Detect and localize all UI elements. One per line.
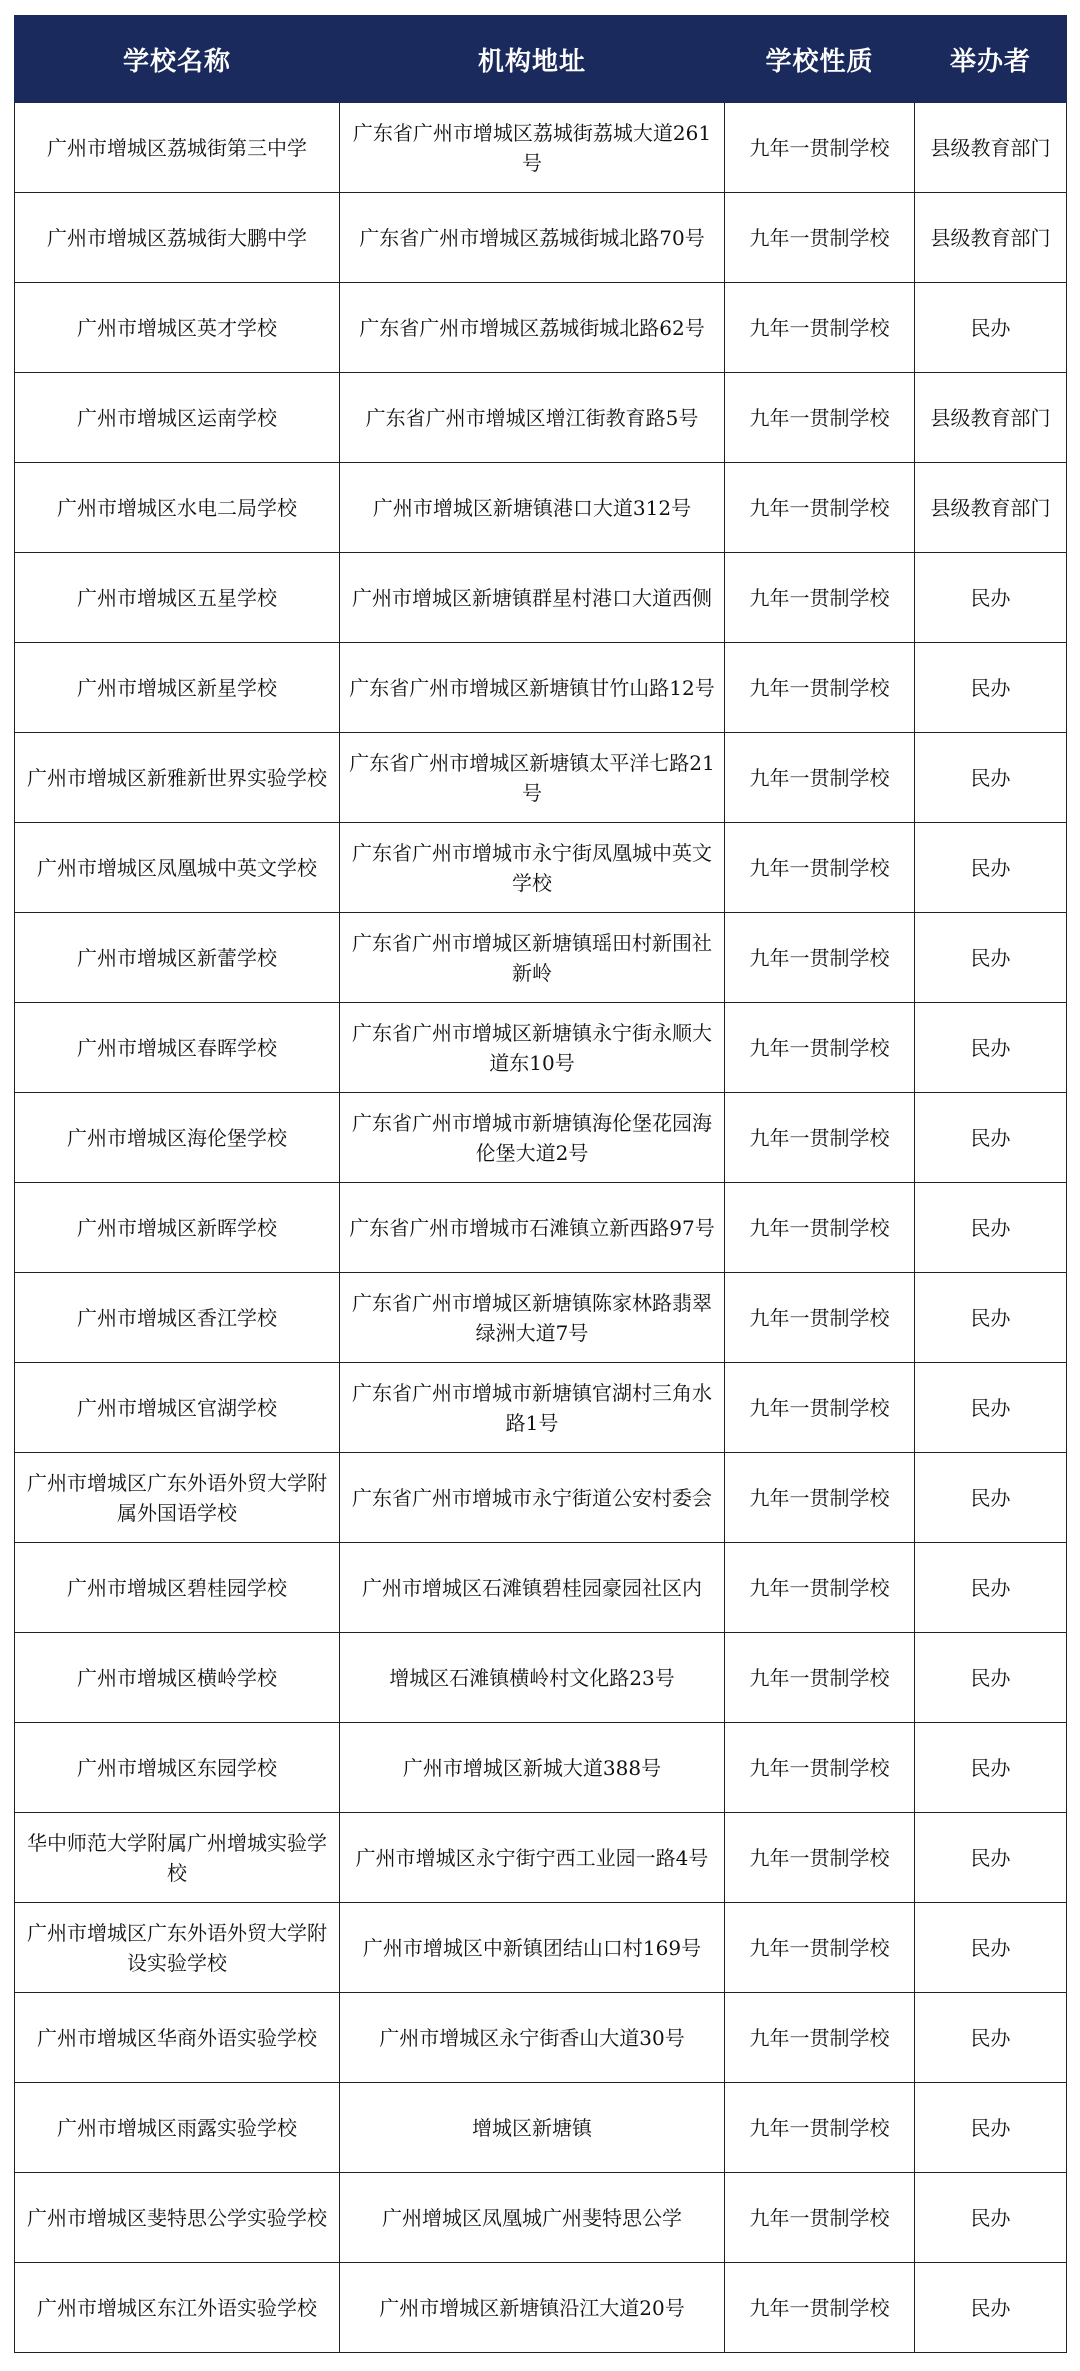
cell-school-name: 广州市增城区五星学校 [15, 553, 340, 643]
table-row [15, 643, 1067, 733]
cell-address: 广东省广州市增城区新塘镇甘竹山路12号 [340, 643, 725, 733]
cell-address: 广州市增城区新塘镇沿江大道20号 [340, 2263, 725, 2353]
cell-sponsor: 县级教育部门 [915, 463, 1067, 553]
cell-school-name: 广州市增城区广东外语外贸大学附属外国语学校 [15, 1453, 340, 1543]
cell-school-name: 广州市增城区新星学校 [15, 643, 340, 733]
cell-school-name: 广州市增城区官湖学校 [15, 1363, 340, 1453]
table-row [15, 1543, 1067, 1633]
cell-sponsor: 民办 [915, 1363, 1067, 1453]
cell-sponsor: 县级教育部门 [915, 373, 1067, 463]
cell-school-name: 广州市增城区海伦堡学校 [15, 1093, 340, 1183]
cell-sponsor: 民办 [915, 1453, 1067, 1543]
cell-school-name: 广州市增城区雨露实验学校 [15, 2083, 340, 2173]
cell-school-name: 广州市增城区英才学校 [15, 283, 340, 373]
table-row [15, 553, 1067, 643]
table-row [15, 1723, 1067, 1813]
cell-school-type: 九年一贯制学校 [725, 2263, 915, 2353]
table-row [15, 1183, 1067, 1273]
cell-address: 广州市增城区永宁街宁西工业园一路4号 [340, 1813, 725, 1903]
cell-address: 广东省广州市增城市永宁街道公安村委会 [340, 1453, 725, 1543]
header-school-name: 学校名称 [15, 16, 340, 103]
cell-school-name: 广州市增城区新蕾学校 [15, 913, 340, 1003]
table-row [15, 1633, 1067, 1723]
cell-school-name: 广州市增城区东江外语实验学校 [15, 2263, 340, 2353]
table-row [15, 823, 1067, 913]
cell-school-type: 九年一贯制学校 [725, 733, 915, 823]
table-row [15, 1453, 1067, 1543]
table-header [15, 16, 1067, 103]
cell-school-type: 九年一贯制学校 [725, 1993, 915, 2083]
cell-school-type: 九年一贯制学校 [725, 1183, 915, 1273]
cell-address: 广东省广州市增城市永宁街凤凰城中英文学校 [340, 823, 725, 913]
cell-school-type: 九年一贯制学校 [725, 1003, 915, 1093]
cell-school-type: 九年一贯制学校 [725, 913, 915, 1003]
cell-address: 广州市增城区中新镇团结山口村169号 [340, 1903, 725, 1993]
table-row [15, 373, 1067, 463]
cell-address: 广东省广州市增城市新塘镇官湖村三角水路1号 [340, 1363, 725, 1453]
cell-sponsor: 民办 [915, 733, 1067, 823]
school-table [14, 15, 1067, 2353]
cell-school-name: 广州市增城区凤凰城中英文学校 [15, 823, 340, 913]
cell-address: 广州市增城区永宁街香山大道30号 [340, 1993, 725, 2083]
cell-school-name: 广州市增城区华商外语实验学校 [15, 1993, 340, 2083]
school-table-container [14, 15, 1066, 2353]
cell-address: 广东省广州市增城区新塘镇陈家林路翡翠绿洲大道7号 [340, 1273, 725, 1363]
cell-address: 广东省广州市增城区荔城街荔城大道261号 [340, 103, 725, 193]
table-row [15, 193, 1067, 283]
cell-sponsor: 民办 [915, 283, 1067, 373]
table-body [15, 103, 1067, 2353]
cell-school-type: 九年一贯制学校 [725, 2173, 915, 2263]
cell-sponsor: 民办 [915, 1723, 1067, 1813]
cell-address: 广州市增城区石滩镇碧桂园豪园社区内 [340, 1543, 725, 1633]
cell-sponsor: 民办 [915, 2173, 1067, 2263]
header-school-type: 学校性质 [725, 16, 915, 103]
cell-sponsor: 民办 [915, 1273, 1067, 1363]
cell-school-name: 广州市增城区斐特思公学实验学校 [15, 2173, 340, 2263]
cell-sponsor: 民办 [915, 1993, 1067, 2083]
cell-address: 广东省广州市增城区荔城街城北路62号 [340, 283, 725, 373]
cell-school-type: 九年一贯制学校 [725, 1363, 915, 1453]
table-row [15, 1363, 1067, 1453]
cell-school-name: 广州市增城区东园学校 [15, 1723, 340, 1813]
cell-school-name: 广州市增城区新雅新世界实验学校 [15, 733, 340, 823]
cell-school-type: 九年一贯制学校 [725, 1633, 915, 1723]
table-row [15, 913, 1067, 1003]
cell-address: 广东省广州市增城市石滩镇立新西路97号 [340, 1183, 725, 1273]
cell-address: 广东省广州市增城区新塘镇永宁街永顺大道东10号 [340, 1003, 725, 1093]
cell-school-type: 九年一贯制学校 [725, 823, 915, 913]
cell-school-name: 广州市增城区横岭学校 [15, 1633, 340, 1723]
cell-address: 广州市增城区新塘镇群星村港口大道西侧 [340, 553, 725, 643]
cell-school-name: 广州市增城区运南学校 [15, 373, 340, 463]
cell-address: 广州市增城区新城大道388号 [340, 1723, 725, 1813]
header-address: 机构地址 [340, 16, 725, 103]
cell-school-name: 广州市增城区广东外语外贸大学附设实验学校 [15, 1903, 340, 1993]
cell-school-type: 九年一贯制学校 [725, 283, 915, 373]
table-row [15, 1813, 1067, 1903]
cell-sponsor: 民办 [915, 1813, 1067, 1903]
cell-sponsor: 民办 [915, 1543, 1067, 1633]
cell-sponsor: 民办 [915, 1903, 1067, 1993]
cell-address: 广州增城区凤凰城广州斐特思公学 [340, 2173, 725, 2263]
cell-address: 广东省广州市增城区新塘镇瑶田村新围社新岭 [340, 913, 725, 1003]
table-row [15, 1273, 1067, 1363]
table-row [15, 103, 1067, 193]
cell-school-type: 九年一贯制学校 [725, 103, 915, 193]
cell-sponsor: 民办 [915, 1633, 1067, 1723]
cell-sponsor: 民办 [915, 2083, 1067, 2173]
cell-school-type: 九年一贯制学校 [725, 1543, 915, 1633]
cell-school-type: 九年一贯制学校 [725, 373, 915, 463]
cell-sponsor: 民办 [915, 913, 1067, 1003]
cell-school-type: 九年一贯制学校 [725, 643, 915, 733]
table-row [15, 2083, 1067, 2173]
cell-sponsor: 民办 [915, 823, 1067, 913]
cell-sponsor: 县级教育部门 [915, 103, 1067, 193]
table-row [15, 2263, 1067, 2353]
table-row [15, 1993, 1067, 2083]
cell-address: 广东省广州市增城市新塘镇海伦堡花园海伦堡大道2号 [340, 1093, 725, 1183]
cell-school-type: 九年一贯制学校 [725, 553, 915, 643]
cell-school-name: 广州市增城区春晖学校 [15, 1003, 340, 1093]
cell-school-name: 华中师范大学附属广州增城实验学校 [15, 1813, 340, 1903]
cell-address: 广东省广州市增城区增江街教育路5号 [340, 373, 725, 463]
cell-school-name: 广州市增城区香江学校 [15, 1273, 340, 1363]
cell-school-type: 九年一贯制学校 [725, 1813, 915, 1903]
table-row [15, 2173, 1067, 2263]
table-row [15, 1003, 1067, 1093]
cell-sponsor: 民办 [915, 1183, 1067, 1273]
cell-school-type: 九年一贯制学校 [725, 1453, 915, 1543]
cell-school-type: 九年一贯制学校 [725, 1273, 915, 1363]
cell-address: 增城区新塘镇 [340, 2083, 725, 2173]
table-row [15, 733, 1067, 823]
cell-school-type: 九年一贯制学校 [725, 193, 915, 283]
cell-school-name: 广州市增城区碧桂园学校 [15, 1543, 340, 1633]
cell-sponsor: 县级教育部门 [915, 193, 1067, 283]
cell-school-type: 九年一贯制学校 [725, 1093, 915, 1183]
cell-address: 广州市增城区新塘镇港口大道312号 [340, 463, 725, 553]
table-row [15, 1903, 1067, 1993]
cell-sponsor: 民办 [915, 1093, 1067, 1183]
cell-address: 广东省广州市增城区新塘镇太平洋七路21号 [340, 733, 725, 823]
table-row [15, 463, 1067, 553]
cell-school-name: 广州市增城区水电二局学校 [15, 463, 340, 553]
header-sponsor: 举办者 [915, 16, 1067, 103]
cell-school-name: 广州市增城区新晖学校 [15, 1183, 340, 1273]
cell-school-name: 广州市增城区荔城街大鹏中学 [15, 193, 340, 283]
cell-school-type: 九年一贯制学校 [725, 1903, 915, 1993]
cell-school-type: 九年一贯制学校 [725, 1723, 915, 1813]
cell-address: 广东省广州市增城区荔城街城北路70号 [340, 193, 725, 283]
table-row [15, 283, 1067, 373]
cell-school-type: 九年一贯制学校 [725, 2083, 915, 2173]
cell-sponsor: 民办 [915, 1003, 1067, 1093]
table-row [15, 1093, 1067, 1183]
cell-sponsor: 民办 [915, 553, 1067, 643]
cell-school-name: 广州市增城区荔城街第三中学 [15, 103, 340, 193]
cell-sponsor: 民办 [915, 643, 1067, 733]
header-row [15, 16, 1067, 103]
cell-school-type: 九年一贯制学校 [725, 463, 915, 553]
cell-address: 增城区石滩镇横岭村文化路23号 [340, 1633, 725, 1723]
cell-sponsor: 民办 [915, 2263, 1067, 2353]
